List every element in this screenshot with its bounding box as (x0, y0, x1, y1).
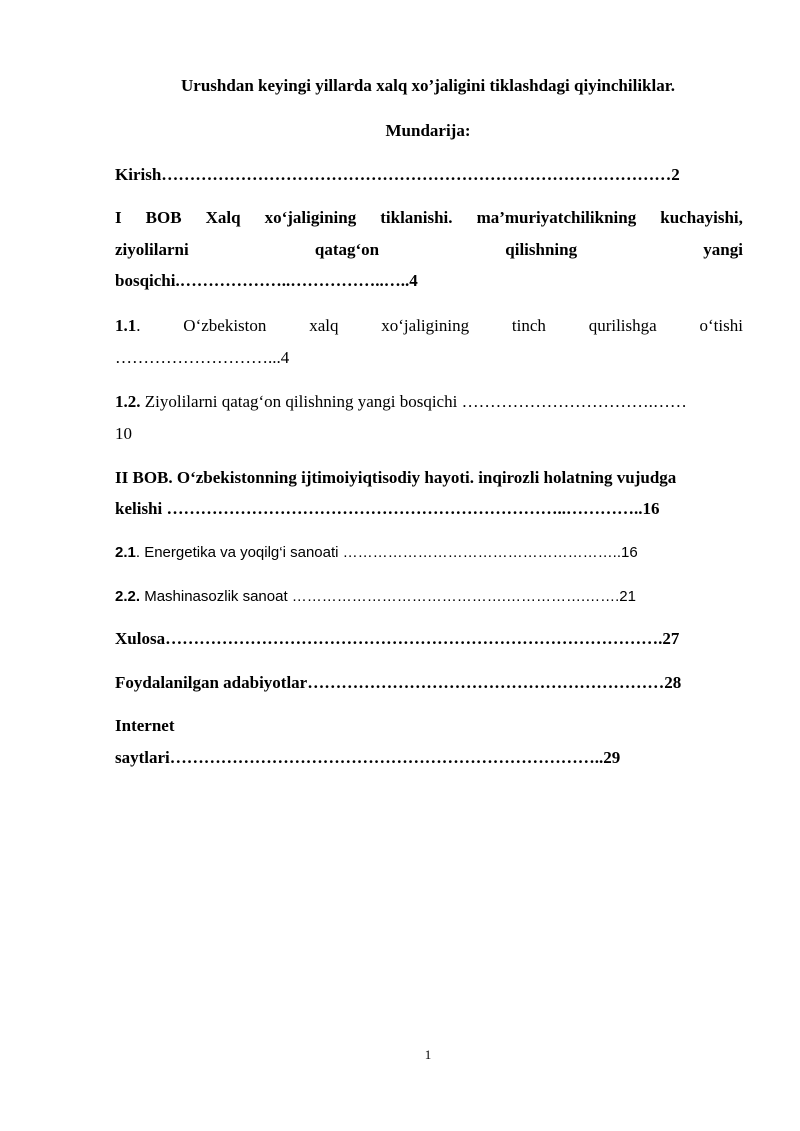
toc-section-number: 2.2. (115, 588, 141, 605)
toc-word: o‘tishi (699, 316, 743, 335)
toc-section-number: 2.1 (115, 544, 136, 561)
toc-word: tinch (511, 316, 546, 335)
toc-entry-bob1-line3: bosqichi.………………..……………..…..4 (115, 271, 418, 290)
toc-word: xalq (309, 316, 339, 335)
page-number: 1 (424, 1047, 432, 1062)
toc-entry-text: Mashinasozlik sanoat …………………………………….…………….…….21 (140, 588, 636, 605)
toc-entry-kirish: Kirish………………………………………………………………………………2 (115, 165, 680, 184)
toc-entry-2-2 (115, 587, 743, 607)
toc-entry-1-2-line1 (115, 392, 743, 412)
toc-word: Xalq (205, 208, 241, 227)
toc-word: kuchayishi, (660, 208, 743, 227)
toc-word: tiklanishi. (380, 208, 453, 227)
toc-section-number: 1.1 (115, 316, 137, 335)
toc-word: yangi (703, 240, 743, 259)
toc-entry-adabiyotlar: Foydalanilgan adabiyotlar………………………………………………………28 (115, 673, 682, 692)
toc-word: xo‘jaligining (381, 316, 470, 335)
toc-word: qurilishga (588, 316, 657, 335)
toc-entry-bob2-line2: kelishi ……………………………………………………………..…………..16 (115, 499, 660, 518)
toc-entry-1-1-line1 (115, 316, 743, 336)
toc-word: O‘zbekiston (183, 316, 267, 335)
toc-word: qatag‘on (314, 240, 380, 259)
toc-word: xo‘jaligining (264, 208, 357, 227)
toc-entry-text: Energetika va yoqilg‘i sanoati ………………………………………………..16 (140, 544, 638, 561)
toc-entry-xulosa: Xulosa…………………………………………………………………………….27 (115, 629, 680, 648)
document-title: Urushdan keyingi yillarda xalq xo’jaligini tiklashdagi qiyinchiliklar. (181, 76, 675, 95)
toc-word: ma’muriyatchilikning (476, 208, 637, 227)
toc-entry-internet-line1: Internet (115, 716, 175, 735)
toc-entry-2-1 (115, 543, 743, 563)
toc-entry-bob2-line1: II BOB. O‘zbekistonning ijtimoiyiqtisodiy hayoti. inqirozli holatning vujudga (115, 468, 677, 487)
toc-word: BOB (145, 208, 182, 227)
toc-entry-text: Ziyolilarni qatag‘on qilishning yangi bosqichi …………………………….…… (144, 392, 687, 411)
toc-section-dot: . (135, 544, 141, 561)
toc-word: qilishning (505, 240, 578, 259)
toc-entry-1-2-line2: 10 (115, 424, 132, 443)
toc-section-number-group (115, 316, 141, 336)
toc-entry-bob1-line1 (115, 208, 743, 228)
toc-entry-internet-line2: saytlari…………………………………………………………………..29 (115, 748, 621, 767)
toc-section-number: 1.2. (115, 392, 141, 411)
toc-entry-1-1-line2: ………………………...4 (115, 348, 290, 367)
toc-word: I (115, 208, 122, 227)
toc-entry-bob1-line2 (115, 240, 743, 260)
toc-section-dot: . (136, 316, 141, 335)
toc-heading: Mundarija: (385, 121, 471, 140)
toc-word: ziyolilarni (115, 240, 189, 259)
